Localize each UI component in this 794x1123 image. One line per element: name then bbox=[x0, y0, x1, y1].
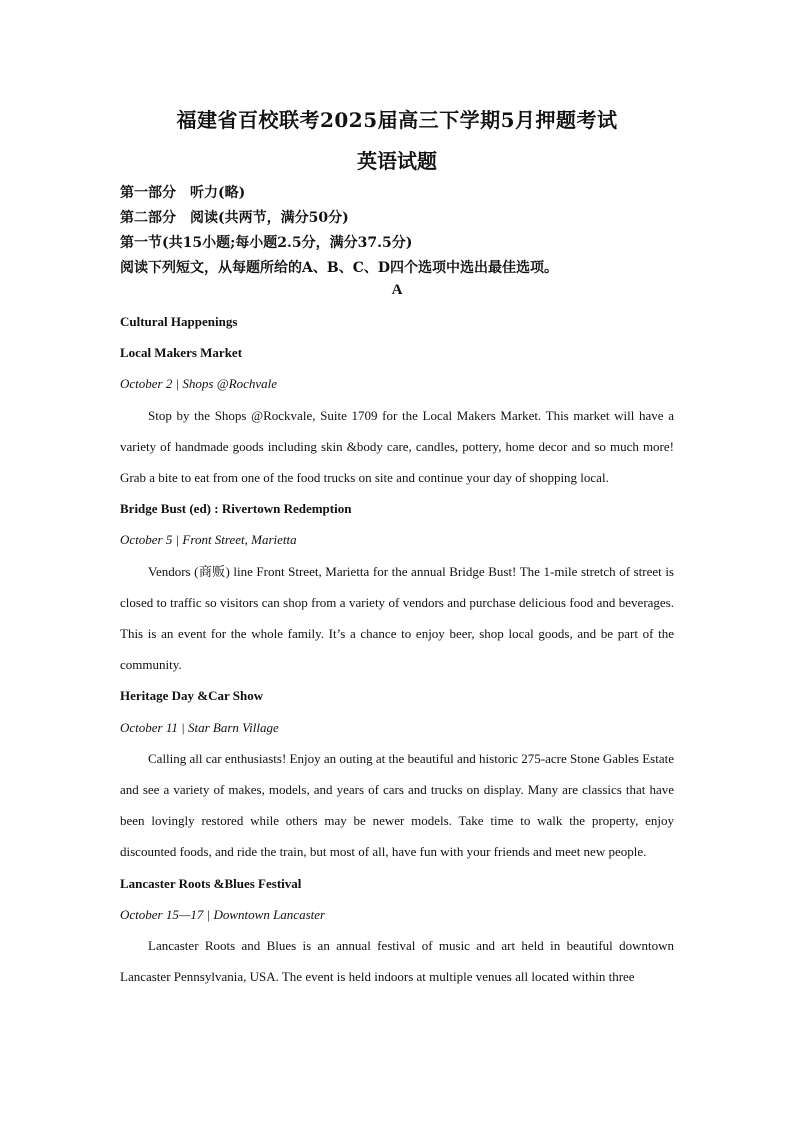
passage-body bbox=[120, 306, 674, 992]
passage-label: A bbox=[391, 282, 403, 298]
section1-heading: 第一节(共15小题;每小题2.5分，满分37.5分) bbox=[120, 235, 413, 251]
event-date: October 15—17 | Downtown Lancaster bbox=[120, 906, 326, 922]
passage-heading: Cultural Happenings bbox=[120, 314, 238, 329]
event-date: October 2 | Shops @Rochvale bbox=[120, 376, 278, 392]
exam-title: 福建省百校联考2025届高三下学期5月押题考试 bbox=[176, 108, 618, 132]
event-date: October 11 | Star Barn Village bbox=[120, 719, 279, 735]
event-name: Heritage Day &Car Show bbox=[120, 688, 264, 704]
part2-heading: 第二部分 阅读(共两节，满分50分) bbox=[120, 210, 349, 226]
event-description: Lancaster Roots and Blues is an annual festival of music and art held in beautiful downtown Lancaster Pennsylvania, USA. The event is held indoors at multiple venues all located within three bbox=[120, 938, 674, 985]
exam-subtitle: 英语试题 bbox=[357, 149, 437, 173]
event-description: Calling all car enthusiasts! Enjoy an outing at the beautiful and historic 275-acre Stone Gables Estate and see a variety of makes, models, and years of cars and trucks on display. Many are classics that have been lovingly restored while others may be newer models. Take time to walk the property, enjoy discounted foods, and ride the train, but most of all, have fun with your friends and meet new people. bbox=[120, 750, 674, 860]
event-description: Vendors (商贩) line Front Street, Marietta for the annual Bridge Bust! The 1-mile stretch of street is closed to traffic so visitors can shop from a variety of vendors and purchase delicious food and beverages. This is an event for the whole family. It’s a chance to enjoy beer, shop local goods, and be part of the community. bbox=[120, 563, 674, 673]
part1-heading: 第一部分 听力(略) bbox=[120, 185, 246, 201]
event-date: October 5 | Front Street, Marietta bbox=[120, 532, 297, 548]
event-name: Local Makers Market bbox=[120, 345, 243, 361]
instruction-text: 阅读下列短文，从每题所给的A、B、C、D四个选项中选出最佳选项。 bbox=[120, 260, 558, 276]
event-name: Bridge Bust (ed) : Rivertown Redemption bbox=[120, 501, 352, 517]
event-name: Lancaster Roots &Blues Festival bbox=[120, 875, 302, 891]
event-description: Stop by the Shops @Rockvale, Suite 1709 for the Local Makers Market. This market will have a variety of handmade goods including skin &body care, candles, pottery, home decor and so much more! Grab a bite to eat from one of the food trucks on site and continue your day of shopping local. bbox=[120, 407, 674, 486]
